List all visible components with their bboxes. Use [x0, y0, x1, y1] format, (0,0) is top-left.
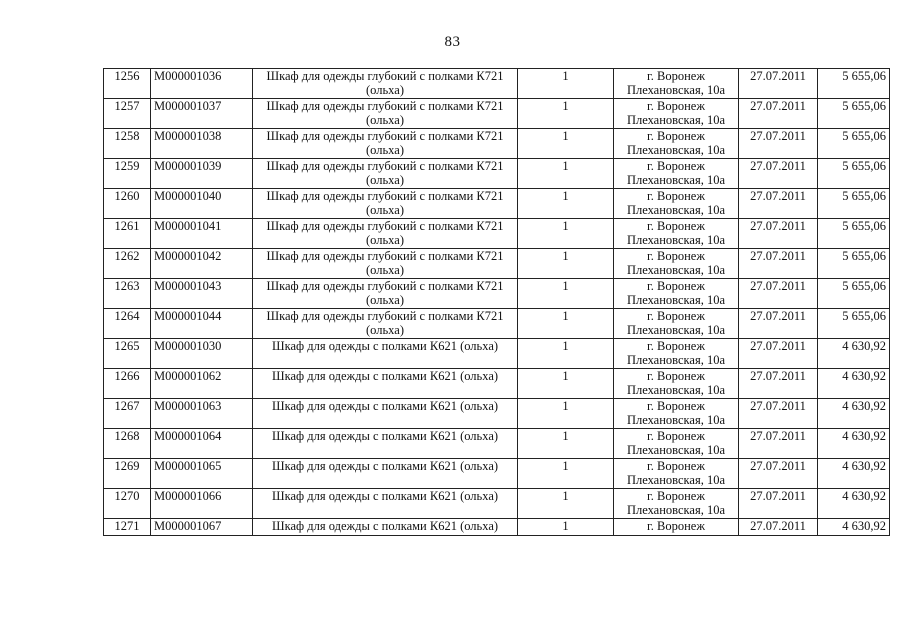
item-name-name1: Шкаф для одежды с полками К621 (ольха) [271, 489, 499, 503]
table-row [104, 429, 890, 459]
item-name-name1: Шкаф для одежды глубокий с полками К721 [266, 159, 504, 173]
date-date: 27.07.2011 [750, 339, 806, 353]
amount-sum: 4 630,92 [842, 459, 886, 473]
item-name-cell [253, 369, 518, 399]
table-row [104, 129, 890, 159]
quantity-cell [518, 489, 614, 519]
inventory-code-cell [151, 279, 253, 309]
table-row [104, 369, 890, 399]
date-cell [739, 399, 818, 429]
location-address-street: Плехановская, 10а [626, 233, 726, 247]
item-name-name1: Шкаф для одежды глубокий с полками К721 [266, 249, 504, 263]
item-name-cell [253, 489, 518, 519]
location-address-city: г. Воронеж [647, 489, 705, 503]
row-number-cell [104, 129, 151, 159]
quantity-cell [518, 159, 614, 189]
date-cell [739, 159, 818, 189]
quantity-qty: 1 [562, 189, 569, 203]
date-date: 27.07.2011 [750, 189, 806, 203]
row-number-cell [104, 489, 151, 519]
amount-sum: 4 630,92 [842, 429, 886, 443]
location-address-city: г. Воронеж [647, 429, 705, 443]
quantity-qty: 1 [562, 159, 569, 173]
location-address-city: г. Воронеж [647, 339, 705, 353]
inventory-code-cell [151, 99, 253, 129]
location-address-street: Плехановская, 10а [626, 113, 726, 127]
date-cell [739, 279, 818, 309]
table-row [104, 279, 890, 309]
table-row [104, 219, 890, 249]
quantity-cell [518, 519, 614, 536]
inventory-code-code: М000001030 [154, 339, 222, 353]
date-date: 27.07.2011 [750, 279, 806, 293]
inventory-code-cell [151, 309, 253, 339]
date-date: 27.07.2011 [750, 519, 806, 533]
location-address-cell [614, 219, 739, 249]
inventory-code-cell [151, 399, 253, 429]
row-number-num: 1263 [114, 279, 140, 293]
location-address-city: г. Воронеж [647, 69, 705, 83]
date-cell [739, 339, 818, 369]
inventory-rows [104, 69, 890, 536]
row-number-cell [104, 339, 151, 369]
item-name-cell [253, 159, 518, 189]
inventory-code-cell [151, 189, 253, 219]
item-name-cell [253, 339, 518, 369]
date-cell [739, 219, 818, 249]
table-row [104, 309, 890, 339]
table-row [104, 339, 890, 369]
table-row [104, 519, 890, 536]
location-address-city: г. Воронеж [647, 219, 705, 233]
quantity-cell [518, 339, 614, 369]
row-number-cell [104, 159, 151, 189]
location-address-cell [614, 519, 739, 536]
item-name-name2: (ольха) [366, 323, 404, 337]
date-cell [739, 489, 818, 519]
item-name-name1: Шкаф для одежды глубокий с полками К721 [266, 189, 504, 203]
amount-sum: 5 655,06 [842, 279, 886, 293]
quantity-qty: 1 [562, 429, 569, 443]
location-address-street: Плехановская, 10а [626, 353, 726, 367]
quantity-qty: 1 [562, 249, 569, 263]
location-address-city: г. Воронеж [647, 249, 705, 263]
amount-sum: 4 630,92 [842, 369, 886, 383]
location-address-street: Плехановская, 10а [626, 83, 726, 97]
inventory-code-cell [151, 129, 253, 159]
quantity-cell [518, 249, 614, 279]
quantity-qty: 1 [562, 399, 569, 413]
location-address-city: г. Воронеж [647, 399, 705, 413]
row-number-num: 1256 [114, 69, 140, 83]
quantity-cell [518, 369, 614, 399]
row-number-cell [104, 219, 151, 249]
row-number-cell [104, 369, 151, 399]
inventory-code-code: М000001044 [154, 309, 222, 323]
item-name-cell [253, 249, 518, 279]
item-name-cell [253, 189, 518, 219]
amount-sum: 4 630,92 [842, 399, 886, 413]
row-number-num: 1271 [114, 519, 140, 533]
quantity-qty: 1 [562, 369, 569, 383]
inventory-code-cell [151, 339, 253, 369]
amount-sum: 5 655,06 [842, 129, 886, 143]
amount-sum: 5 655,06 [842, 69, 886, 83]
date-date: 27.07.2011 [750, 309, 806, 323]
item-name-cell [253, 309, 518, 339]
location-address-street: Плехановская, 10а [626, 383, 726, 397]
location-address-cell [614, 309, 739, 339]
location-address-city: г. Воронеж [647, 159, 705, 173]
row-number-cell [104, 249, 151, 279]
amount-cell [818, 429, 890, 459]
table-row [104, 99, 890, 129]
location-address-street: Плехановская, 10а [626, 263, 726, 277]
item-name-name2: (ольха) [366, 203, 404, 217]
amount-cell [818, 489, 890, 519]
item-name-name1: Шкаф для одежды глубокий с полками К721 [266, 219, 504, 233]
amount-sum: 5 655,06 [842, 219, 886, 233]
inventory-code-code: М000001062 [154, 369, 222, 383]
item-name-name2: (ольха) [366, 263, 404, 277]
amount-sum: 5 655,06 [842, 309, 886, 323]
amount-cell [818, 189, 890, 219]
location-address-cell [614, 129, 739, 159]
date-cell [739, 369, 818, 399]
location-address-cell [614, 369, 739, 399]
amount-cell [818, 99, 890, 129]
row-number-num: 1266 [114, 369, 140, 383]
row-number-num: 1270 [114, 489, 140, 503]
item-name-name1: Шкаф для одежды глубокий с полками К721 [266, 309, 504, 323]
item-name-name1: Шкаф для одежды с полками К621 (ольха) [271, 339, 499, 353]
item-name-name2: (ольха) [366, 173, 404, 187]
amount-cell [818, 309, 890, 339]
row-number-cell [104, 459, 151, 489]
date-date: 27.07.2011 [750, 159, 806, 173]
location-address-cell [614, 489, 739, 519]
quantity-qty: 1 [562, 489, 569, 503]
amount-sum: 5 655,06 [842, 249, 886, 263]
table-row [104, 459, 890, 489]
table-row [104, 489, 890, 519]
table-row [104, 189, 890, 219]
row-number-num: 1261 [114, 219, 140, 233]
item-name-name1: Шкаф для одежды глубокий с полками К721 [266, 69, 504, 83]
location-address-street: Плехановская, 10а [626, 413, 726, 427]
amount-cell [818, 519, 890, 536]
date-date: 27.07.2011 [750, 429, 806, 443]
quantity-cell [518, 129, 614, 159]
quantity-cell [518, 399, 614, 429]
item-name-name1: Шкаф для одежды с полками К621 (ольха) [271, 429, 499, 443]
location-address-city: г. Воронеж [647, 189, 705, 203]
amount-cell [818, 459, 890, 489]
date-date: 27.07.2011 [750, 459, 806, 473]
date-date: 27.07.2011 [750, 69, 806, 83]
amount-sum: 4 630,92 [842, 339, 886, 353]
item-name-cell [253, 279, 518, 309]
location-address-city: г. Воронеж [647, 519, 705, 533]
page-number: 83 [444, 34, 461, 50]
quantity-cell [518, 69, 614, 99]
row-number-cell [104, 69, 151, 99]
inventory-code-code: М000001065 [154, 459, 222, 473]
row-number-num: 1260 [114, 189, 140, 203]
date-cell [739, 459, 818, 489]
location-address-cell [614, 339, 739, 369]
amount-cell [818, 339, 890, 369]
location-address-street: Плехановская, 10а [626, 293, 726, 307]
inventory-code-cell [151, 69, 253, 99]
amount-cell [818, 399, 890, 429]
location-address-cell [614, 279, 739, 309]
inventory-code-cell [151, 159, 253, 189]
date-cell [739, 99, 818, 129]
inventory-code-code: М000001063 [154, 399, 222, 413]
item-name-name2: (ольха) [366, 233, 404, 247]
inventory-code-cell [151, 429, 253, 459]
date-date: 27.07.2011 [750, 399, 806, 413]
date-cell [739, 129, 818, 159]
quantity-cell [518, 279, 614, 309]
row-number-num: 1268 [114, 429, 140, 443]
location-address-city: г. Воронеж [647, 459, 705, 473]
amount-sum: 5 655,06 [842, 99, 886, 113]
location-address-street: Плехановская, 10а [626, 503, 726, 517]
row-number-cell [104, 309, 151, 339]
date-date: 27.07.2011 [750, 219, 806, 233]
location-address-cell [614, 159, 739, 189]
date-date: 27.07.2011 [750, 129, 806, 143]
item-name-cell [253, 429, 518, 459]
inventory-code-cell [151, 249, 253, 279]
inventory-code-cell [151, 459, 253, 489]
table-row [104, 399, 890, 429]
location-address-city: г. Воронеж [647, 129, 705, 143]
inventory-code-cell [151, 489, 253, 519]
row-number-cell [104, 279, 151, 309]
date-date: 27.07.2011 [750, 99, 806, 113]
quantity-cell [518, 99, 614, 129]
location-address-cell [614, 429, 739, 459]
row-number-cell [104, 519, 151, 536]
item-name-cell [253, 519, 518, 536]
inventory-code-code: М000001040 [154, 189, 222, 203]
item-name-name1: Шкаф для одежды с полками К621 (ольха) [271, 399, 499, 413]
item-name-name2: (ольха) [366, 83, 404, 97]
inventory-code-code: М000001042 [154, 249, 222, 263]
location-address-cell [614, 399, 739, 429]
date-cell [739, 429, 818, 459]
date-cell [739, 69, 818, 99]
quantity-qty: 1 [562, 519, 569, 533]
date-date: 27.07.2011 [750, 369, 806, 383]
item-name-cell [253, 459, 518, 489]
inventory-code-code: М000001037 [154, 99, 222, 113]
location-address-cell [614, 189, 739, 219]
location-address-city: г. Воронеж [647, 99, 705, 113]
location-address-city: г. Воронеж [647, 309, 705, 323]
amount-sum: 4 630,92 [842, 489, 886, 503]
quantity-qty: 1 [562, 99, 569, 113]
item-name-name1: Шкаф для одежды с полками К621 (ольха) [271, 519, 499, 533]
quantity-qty: 1 [562, 309, 569, 323]
quantity-qty: 1 [562, 69, 569, 83]
inventory-table [103, 68, 890, 536]
row-number-num: 1264 [114, 309, 140, 323]
quantity-qty: 1 [562, 459, 569, 473]
item-name-name1: Шкаф для одежды глубокий с полками К721 [266, 129, 504, 143]
location-address-street: Плехановская, 10а [626, 323, 726, 337]
inventory-code-code: М000001038 [154, 129, 222, 143]
row-number-cell [104, 429, 151, 459]
item-name-cell [253, 219, 518, 249]
quantity-qty: 1 [562, 129, 569, 143]
row-number-num: 1259 [114, 159, 140, 173]
inventory-code-code: М000001066 [154, 489, 222, 503]
inventory-code-cell [151, 519, 253, 536]
location-address-city: г. Воронеж [647, 369, 705, 383]
amount-cell [818, 159, 890, 189]
item-name-cell [253, 399, 518, 429]
amount-cell [818, 369, 890, 399]
inventory-code-code: М000001064 [154, 429, 222, 443]
date-cell [739, 249, 818, 279]
date-date: 27.07.2011 [750, 249, 806, 263]
location-address-cell [614, 459, 739, 489]
table-row [104, 249, 890, 279]
location-address-cell [614, 99, 739, 129]
quantity-cell [518, 429, 614, 459]
quantity-qty: 1 [562, 279, 569, 293]
quantity-cell [518, 459, 614, 489]
item-name-name1: Шкаф для одежды с полками К621 (ольха) [271, 369, 499, 383]
quantity-qty: 1 [562, 339, 569, 353]
date-cell [739, 309, 818, 339]
amount-sum: 5 655,06 [842, 159, 886, 173]
date-date: 27.07.2011 [750, 489, 806, 503]
inventory-code-cell [151, 369, 253, 399]
date-cell [739, 189, 818, 219]
location-address-street: Плехановская, 10а [626, 203, 726, 217]
location-address-street: Плехановская, 10а [626, 473, 726, 487]
item-name-cell [253, 99, 518, 129]
location-address-street: Плехановская, 10а [626, 443, 726, 457]
row-number-cell [104, 189, 151, 219]
location-address-street: Плехановская, 10а [626, 173, 726, 187]
quantity-cell [518, 309, 614, 339]
item-name-name2: (ольха) [366, 143, 404, 157]
inventory-code-code: М000001039 [154, 159, 222, 173]
location-address-cell [614, 249, 739, 279]
location-address-street: Плехановская, 10а [626, 143, 726, 157]
item-name-name1: Шкаф для одежды с полками К621 (ольха) [271, 459, 499, 473]
amount-cell [818, 279, 890, 309]
location-address-cell [614, 69, 739, 99]
amount-cell [818, 129, 890, 159]
row-number-num: 1267 [114, 399, 140, 413]
item-name-name2: (ольха) [366, 293, 404, 307]
inventory-code-code: М000001041 [154, 219, 222, 233]
row-number-num: 1265 [114, 339, 140, 353]
table-row [104, 159, 890, 189]
inventory-code-cell [151, 219, 253, 249]
item-name-cell [253, 69, 518, 99]
row-number-num: 1262 [114, 249, 140, 263]
inventory-code-code: М000001036 [154, 69, 222, 83]
amount-cell [818, 69, 890, 99]
item-name-cell [253, 129, 518, 159]
amount-sum: 4 630,92 [842, 519, 886, 533]
item-name-name1: Шкаф для одежды глубокий с полками К721 [266, 99, 504, 113]
amount-cell [818, 249, 890, 279]
inventory-code-code: М000001067 [154, 519, 222, 533]
quantity-cell [518, 189, 614, 219]
row-number-cell [104, 399, 151, 429]
amount-cell [818, 219, 890, 249]
item-name-name1: Шкаф для одежды глубокий с полками К721 [266, 279, 504, 293]
quantity-cell [518, 219, 614, 249]
date-cell [739, 519, 818, 536]
quantity-qty: 1 [562, 219, 569, 233]
inventory-code-code: М000001043 [154, 279, 222, 293]
item-name-name2: (ольха) [366, 113, 404, 127]
row-number-num: 1258 [114, 129, 140, 143]
amount-sum: 5 655,06 [842, 189, 886, 203]
row-number-num: 1269 [114, 459, 140, 473]
row-number-num: 1257 [114, 99, 140, 113]
table-row [104, 69, 890, 99]
row-number-cell [104, 99, 151, 129]
location-address-city: г. Воронеж [647, 279, 705, 293]
